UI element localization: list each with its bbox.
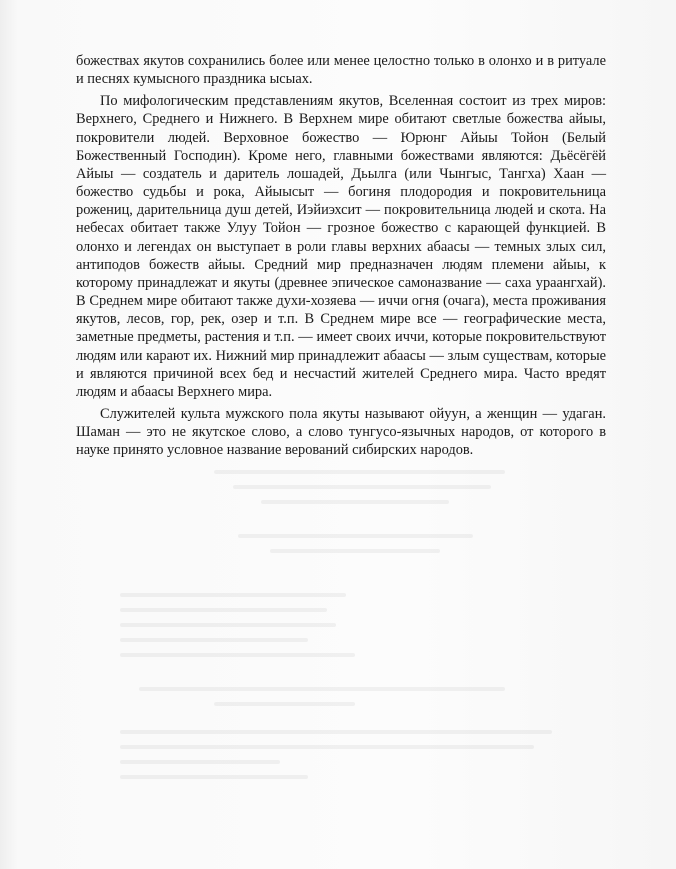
paragraph-2: По мифологическим представлениям якутов, Вселенная состоит из трех миров: Верхнего, Среднего и Нижнего. В Верхнем мире обитают светлые божества айыы, покровители людей. Верховное божество — Юрюнг Айыы Тойон (Белый Божественный Господин). Кроме него, главными божествами являются: Дьёсёгёй Айыы — создатель и даритель лошадей, Дьылга (или Чынгыс, Тангха) Хаан — божество судьбы и рока, Айыысыт — богиня плодородия и покровительница рожениц, дарительница душ детей, Иэйиэхсит — покровительница людей и скота. На небесах обитает также Улуу Тойон — грозное божество с карающей функцией. В олонхо и легендах он выступает в роли главы верхних абаасы — темных злых сил, антиподов божеств айыы. Средний мир предназначен людям племени айыы, к которому принадлежат и якуты (древнее эпическое самоназвание — саха ураангхай). В Среднем мире обитают также духи-хозяева — иччи огня (очага), места проживания якутов, лесов, гор, рек, озер и т.п. В Среднем мире все — географические места, заметные предметы, растения и т.п. — имеет своих иччи, которые покровительствуют людям или карают их. Нижний мир принадлежит абаасы — злым существам, которые и являются причиной всех бед и несчастий жителей Среднего мира. Часто вредят людям и абаасы Верхнего мира. bbox=[76, 93, 606, 400]
bleed-through-text bbox=[120, 470, 590, 800]
paragraph-1: божествах якутов сохранились более или менее целостно только в олонхо и в ритуале и песнях кумысного праздника ысыах. bbox=[76, 53, 606, 88]
paragraph-3: Служителей культа мужского пола якуты называют ойуун, а женщин — удаган. Шаман — это не якутское слово, а слово тунгусо-язычных народов, от которого в науке принято условное название верований сибирских народов. bbox=[76, 405, 606, 459]
body-text bbox=[76, 52, 606, 459]
